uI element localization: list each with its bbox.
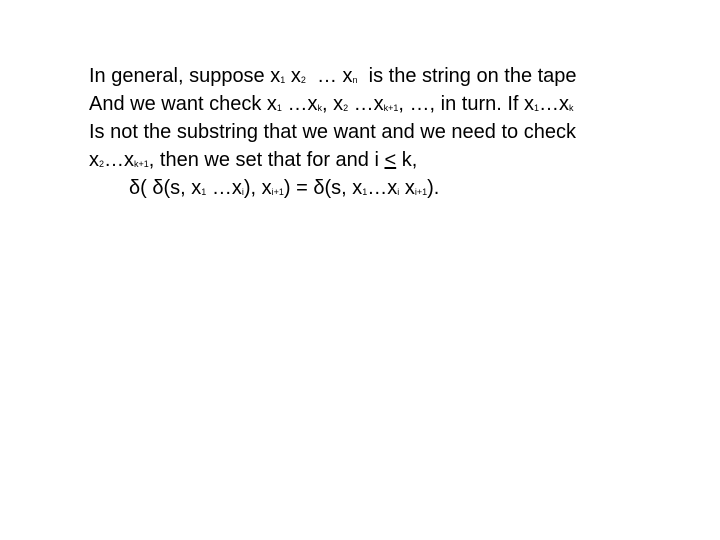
text-line	[89, 118, 689, 146]
subscript: n	[352, 75, 358, 85]
text-run: k,	[396, 149, 418, 171]
text-run: In general, suppose x	[89, 65, 281, 87]
text-run: , x	[321, 93, 344, 115]
subscript: 1	[534, 103, 540, 113]
text-run: ).	[427, 177, 440, 199]
text-run: , …, in turn. If x	[398, 93, 535, 115]
text-run: And we want check x	[89, 93, 277, 115]
text-run: …x	[281, 93, 318, 115]
text-line	[89, 174, 689, 202]
text-run: …x	[348, 93, 384, 115]
subscript: 1	[280, 75, 286, 85]
subscript: i	[241, 187, 244, 197]
text-run: <	[384, 149, 397, 171]
subscript: i+1	[414, 187, 428, 197]
slide-text-body	[89, 62, 689, 202]
text-run: ), x	[243, 177, 272, 199]
text-run: Is not the substring that we want and we need to check	[89, 121, 576, 143]
text-run: δ( δ(s, x	[129, 177, 202, 199]
text-run: , then we set that for and i	[148, 149, 385, 171]
subscript: i	[397, 187, 400, 197]
subscript: k	[569, 103, 574, 113]
text-run: … x	[305, 65, 353, 87]
text-line	[89, 90, 689, 118]
text-run: …x	[367, 177, 398, 199]
subscript: i+1	[271, 187, 284, 197]
subscript: 2	[343, 103, 349, 113]
text-run: ) = δ(s, x	[283, 177, 363, 199]
subscript: 1	[362, 187, 368, 197]
subscript: 1	[276, 103, 282, 113]
subscript: 2	[99, 159, 105, 169]
subscript: k	[317, 103, 322, 113]
subscript: k+1	[383, 103, 399, 113]
text-line	[89, 62, 689, 90]
text-run: x	[285, 65, 301, 87]
subscript: 1	[201, 187, 207, 197]
text-run: …x	[104, 149, 135, 171]
text-run: x	[399, 177, 415, 199]
subscript: k+1	[134, 159, 149, 169]
text-run: is the string on the tape	[357, 65, 577, 87]
text-run: x	[89, 149, 99, 171]
text-run: …x	[539, 93, 570, 115]
subscript: 2	[300, 75, 306, 85]
text-line	[89, 146, 689, 174]
text-run: …x	[206, 177, 242, 199]
